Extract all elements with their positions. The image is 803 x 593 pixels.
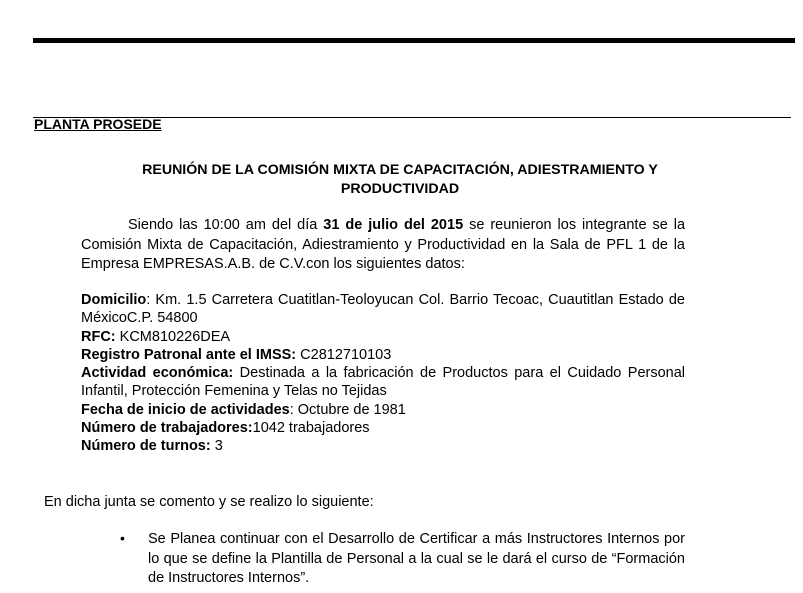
turnos-label: Número de turnos: (81, 438, 211, 455)
turnos-value: 3 (210, 438, 223, 455)
actividad-row (81, 364, 685, 401)
intro-after: se reunieron los integrante se la Comisión Mixta de Capacitación, Adiestramiento y Productividad en la Sala de PFL 1 de la Empresa EMPRESAS.A.B. de C.V.con los siguientes datos: (81, 217, 686, 272)
actividad-label: Actividad económica: (81, 365, 234, 382)
bullet-icon: • (120, 530, 125, 546)
trabajadores-row (81, 419, 685, 437)
company-details (81, 291, 685, 456)
domicilio-label: Domicilio (81, 292, 147, 308)
domicilio-row (81, 291, 685, 328)
trabajadores-value: 1042 trabajadores (252, 420, 370, 437)
header-thick-rule (33, 38, 795, 43)
rfc-row (81, 328, 685, 346)
intro-paragraph (81, 216, 685, 275)
rfc-label: RFC: (81, 328, 116, 345)
trabajadores-label: Número de trabajadores: (81, 420, 253, 437)
list-item-text: Se Planea continuar con el Desarrollo de Certificar a más Instructores Internos por lo que se define la Plantilla de Personal a la cual se le dará el curso de “Formación de Instructores Internos”. (148, 531, 685, 586)
meeting-date: 31 de julio del 2015 (323, 217, 464, 233)
registro-label: Registro Patronal ante el IMSS: (81, 346, 297, 363)
actividad-value: Destinada a la fabricación de Productos para el Cuidado Personal Infantil, Protección Femenina y Telas no Tejidas (81, 365, 685, 400)
registro-value: C2812710103 (296, 346, 392, 363)
title-line-2: PRODUCTIVIDAD (340, 181, 460, 197)
intro-before: Siendo las 10:00 am del día (128, 217, 324, 233)
domicilio-value: : Km. 1.5 Carretera Cuatitlan-Teoloyucan Col. Barrio Tecoac, Cuautitlan Estado de MéxicoC.P. 54800 (81, 292, 685, 327)
fecha-label: Fecha de inicio de actividades (81, 401, 290, 418)
turnos-row (81, 437, 685, 455)
document-title (90, 161, 710, 199)
title-line-1: REUNIÓN DE LA COMISIÓN MIXTA DE CAPACITACIÓN, ADIESTRAMIENTO Y (142, 162, 658, 178)
junta-intro: En dicha junta se comento y se realizo lo siguiente: (44, 494, 374, 510)
rfc-value: KCM810226DEA (115, 328, 231, 345)
plant-name: PLANTA PROSEDE (34, 116, 162, 132)
fecha-value: : Octubre de 1981 (289, 401, 406, 418)
fecha-row (81, 401, 685, 419)
registro-row (81, 346, 685, 364)
